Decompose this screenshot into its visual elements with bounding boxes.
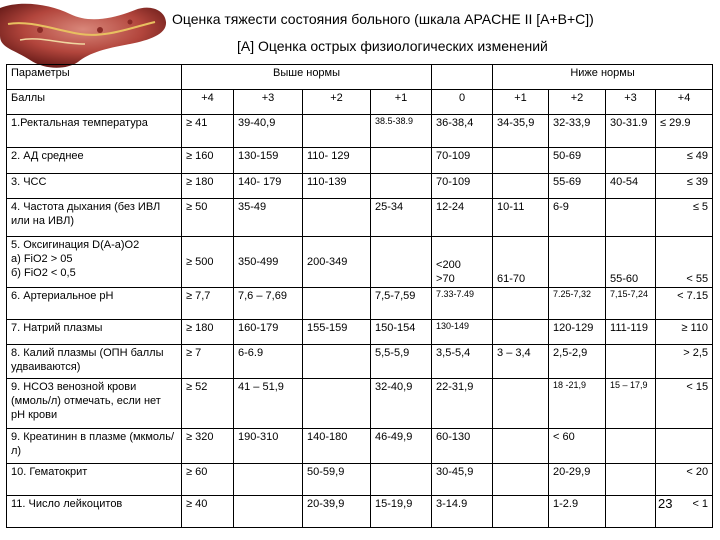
header-row-2: [7, 90, 713, 115]
cell: 7,6 – 7,69: [234, 288, 303, 320]
cell: < 60: [549, 429, 606, 464]
col-head: +3: [606, 90, 656, 115]
table-row: [7, 320, 713, 345]
cell: 70-109: [432, 148, 493, 174]
row-label: 4. Частота дыхания (без ИВЛ или на ИВЛ): [7, 199, 182, 237]
cell: 111-119: [606, 320, 656, 345]
cell: [493, 379, 549, 429]
cell: 140- 179: [234, 174, 303, 199]
cell: [234, 464, 303, 496]
cell: 10-11: [493, 199, 549, 237]
cell: [493, 464, 549, 496]
cell: [656, 429, 713, 464]
cell: [606, 429, 656, 464]
table-row: [7, 288, 713, 320]
table-row: [7, 429, 713, 464]
cell: 150-154: [371, 320, 432, 345]
cell: ≥ 180: [182, 174, 234, 199]
cell: > 2,5: [656, 345, 713, 379]
cell: [493, 429, 549, 464]
cell-line: <200: [436, 259, 461, 271]
cell: 110- 129: [303, 148, 371, 174]
cell: [371, 237, 432, 288]
row-label: 7. Натрий плазмы: [7, 320, 182, 345]
cell: ≥ 7,7: [182, 288, 234, 320]
cell: 190-310: [234, 429, 303, 464]
cell: [493, 496, 549, 528]
cell: 110-139: [303, 174, 371, 199]
row-label-line: 5. Оксигинация D(A-a)O2: [11, 239, 140, 251]
cell: < 7.15: [656, 288, 713, 320]
cell: [303, 288, 371, 320]
cell: 20-39,9: [303, 496, 371, 528]
cell: [303, 345, 371, 379]
row-label: 6. Артериальное pH: [7, 288, 182, 320]
cell: ≥ 52: [182, 379, 234, 429]
cell: [606, 148, 656, 174]
cell: [371, 464, 432, 496]
cell: ≥ 41: [182, 115, 234, 148]
cell: ≤ 39: [656, 174, 713, 199]
cell: [606, 345, 656, 379]
cell: ≥ 7: [182, 345, 234, 379]
cell: [493, 148, 549, 174]
cell: ≤ 49: [656, 148, 713, 174]
cell: < 20: [656, 464, 713, 496]
row-label: 10. Гематокрит: [7, 464, 182, 496]
header-points: Баллы: [7, 90, 182, 115]
cell: [493, 174, 549, 199]
cell: 25-34: [371, 199, 432, 237]
cell: 32-40,9: [371, 379, 432, 429]
cell: 40-54: [606, 174, 656, 199]
table-row: [7, 464, 713, 496]
apache-table: [6, 64, 713, 528]
col-head: +2: [303, 90, 371, 115]
row-label: 11. Число лейкоцитов: [7, 496, 182, 528]
cell: 61-70: [493, 237, 549, 288]
col-head: +3: [234, 90, 303, 115]
cell: [303, 115, 371, 148]
cell: 34-35,9: [493, 115, 549, 148]
cell: 130-149: [432, 320, 493, 345]
cell: ≥ 110: [656, 320, 713, 345]
cell: 7,5-7,59: [371, 288, 432, 320]
row-label-line: б) FiO2 < 0,5: [11, 267, 76, 279]
cell: 140-180: [303, 429, 371, 464]
row-label: 8. Калий плазмы (ОПН баллы удваиваются): [7, 345, 182, 379]
table-row: [7, 148, 713, 174]
cell: 30-45,9: [432, 464, 493, 496]
cell: 160-179: [234, 320, 303, 345]
cell: ≥ 40: [182, 496, 234, 528]
row-label-line: а) FiO2 > 05: [11, 253, 73, 265]
cell: 38.5-38.9: [371, 115, 432, 148]
cell: [371, 148, 432, 174]
cell: 6-9: [549, 199, 606, 237]
cell: 22-31,9: [432, 379, 493, 429]
cell: 35-49: [234, 199, 303, 237]
cell: 200-349: [303, 237, 371, 288]
cell: 3-14.9: [432, 496, 493, 528]
cell: < 15: [656, 379, 713, 429]
col-head: +4: [182, 90, 234, 115]
cell: 3,5-5,4: [432, 345, 493, 379]
cell: 50-69: [549, 148, 606, 174]
row-label: 9. HCO3 венозной крови (ммоль/л) отмечать, если нет pH крови: [7, 379, 182, 429]
cell-line: >70: [436, 273, 455, 285]
cell: 30-31.9: [606, 115, 656, 148]
table-row: [7, 496, 713, 528]
cell: 1-2.9: [549, 496, 606, 528]
cell: 60-130: [432, 429, 493, 464]
cell: [371, 174, 432, 199]
cell: 39-40,9: [234, 115, 303, 148]
cell: 7.25-7,32: [549, 288, 606, 320]
cell: 350-499: [234, 237, 303, 288]
table-row: [7, 379, 713, 429]
cell: 50-59,9: [303, 464, 371, 496]
cell: [303, 379, 371, 429]
header-below: Ниже нормы: [493, 65, 713, 90]
cell: 15 – 17,9: [606, 379, 656, 429]
table-row: [7, 345, 713, 379]
cell: < 55: [656, 237, 713, 288]
cell: ≥ 320: [182, 429, 234, 464]
row-label: 1.Ректальная температура: [7, 115, 182, 148]
table-row: [7, 115, 713, 148]
cell: [493, 288, 549, 320]
cell: [549, 237, 606, 288]
cell: ≥ 500: [182, 237, 234, 288]
cell: [606, 464, 656, 496]
cell: 36-38,4: [432, 115, 493, 148]
row-label: [7, 237, 182, 288]
cell: ≥ 160: [182, 148, 234, 174]
cell: [234, 496, 303, 528]
row-label: 3. ЧСС: [7, 174, 182, 199]
cell: 155-159: [303, 320, 371, 345]
col-head: 0: [432, 90, 493, 115]
cell: ≥ 60: [182, 464, 234, 496]
table-row: [7, 199, 713, 237]
cell: [303, 199, 371, 237]
table-row: [7, 237, 713, 288]
cell: [606, 199, 656, 237]
cell: ≥ 50: [182, 199, 234, 237]
cell: 6-6.9: [234, 345, 303, 379]
col-head: +2: [549, 90, 606, 115]
row-label: 9. Креатинин в плазме (мкмоль/л): [7, 429, 182, 464]
cell: 46-49,9: [371, 429, 432, 464]
cell: ≤ 5: [656, 199, 713, 237]
cell: 70-109: [432, 174, 493, 199]
row-label: 2. АД среднее: [7, 148, 182, 174]
cell: 55-69: [549, 174, 606, 199]
col-head: +1: [371, 90, 432, 115]
cell: ≥ 180: [182, 320, 234, 345]
cell: 7.33-7.49: [432, 288, 493, 320]
cell: < 1: [656, 496, 713, 528]
pancreas-illustration: [0, 0, 168, 72]
cell: [606, 496, 656, 528]
cell: 7,15-7,24: [606, 288, 656, 320]
cell: [432, 237, 493, 288]
cell: 32-33,9: [549, 115, 606, 148]
col-head: +1: [493, 90, 549, 115]
cell: 55-60: [606, 237, 656, 288]
title-sub: [А] Оценка острых физиологических изменений: [237, 38, 548, 54]
header-params: Параметры: [7, 65, 182, 90]
cell: ≤ 29.9: [656, 115, 713, 148]
cell: 130-159: [234, 148, 303, 174]
cell: 15-19,9: [371, 496, 432, 528]
cell: 12-24: [432, 199, 493, 237]
col-head: +4: [656, 90, 713, 115]
cell: 5,5-5,9: [371, 345, 432, 379]
header-above: Выше нормы: [182, 65, 432, 90]
cell: 120-129: [549, 320, 606, 345]
cell: 18 -21,9: [549, 379, 606, 429]
cell: 3 – 3,4: [493, 345, 549, 379]
page-number: 23: [658, 496, 673, 511]
header-row-1: [7, 65, 713, 90]
cell: 41 – 51,9: [234, 379, 303, 429]
table-row: [7, 174, 713, 199]
cell: 2,5-2,9: [549, 345, 606, 379]
cell: 20-29,9: [549, 464, 606, 496]
title-main: Оценка тяжести состояния больного (шкала APACHE II [A+B+C]): [172, 11, 594, 27]
cell: [493, 320, 549, 345]
